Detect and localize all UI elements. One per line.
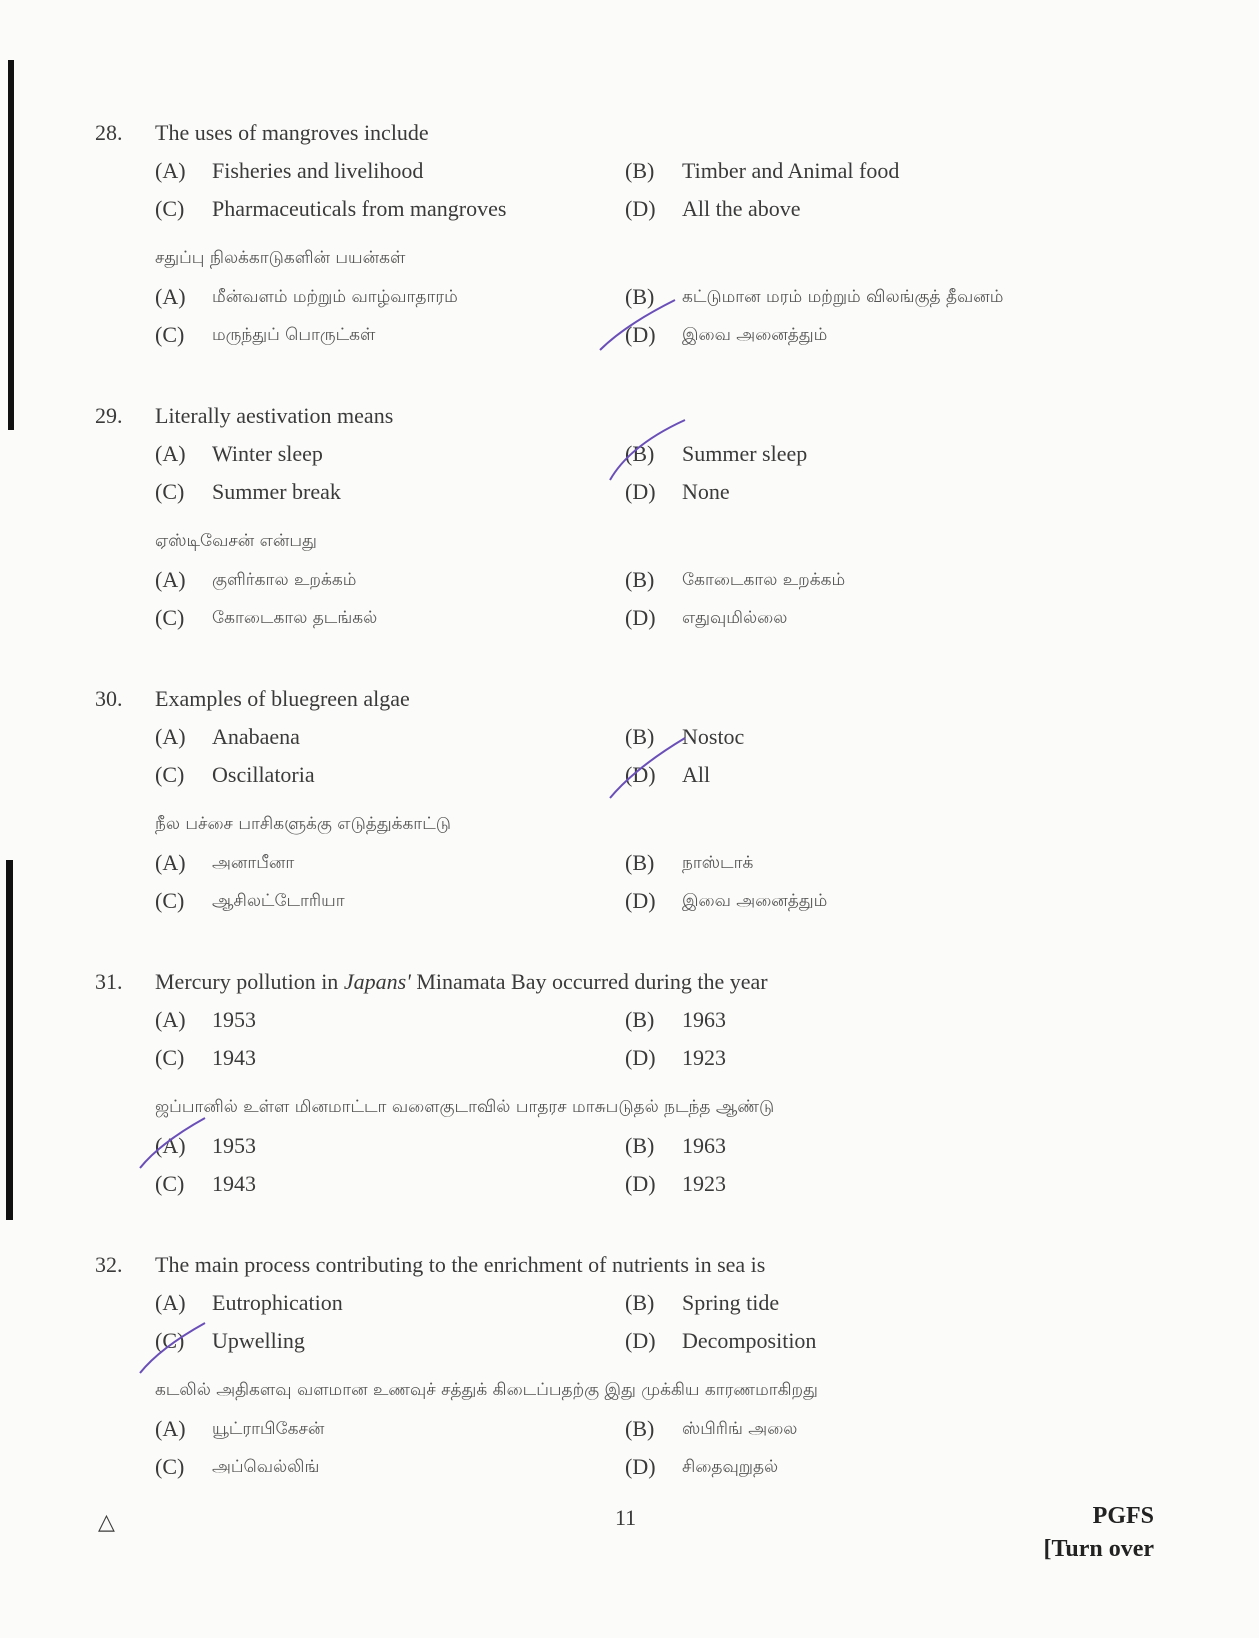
question-text: The uses of mangroves include bbox=[155, 120, 429, 145]
answer-tick-mark bbox=[605, 733, 695, 803]
question-29: 29. Literally aestivation means (A) Winter sleep (B) Summer sleep (C) Summer break (D) None ஏஸ்டிவேசன் என்பது (A) குளிர்கால உறக்கம் (B) கோடைகால உறக்கம் (C) கோடைகால தடங்கல் (D) எதுவுமில்லை bbox=[95, 403, 846, 630]
question-30: 30. Examples of bluegreen algae (A) Anabaena (B) Nostoc (C) Oscillatoria (D) All நீல பச்சை பாசிகளுக்கு எடுத்துக்காட்டு (A) அனாபீனா (B) நாஸ்டாக் (C) ஆசிலட்டோரியா (D) இவை அனைத்தும் bbox=[95, 686, 828, 913]
answer-tick-mark bbox=[135, 1318, 215, 1378]
triangle-icon: △ bbox=[98, 1510, 115, 1535]
answer-tick-mark bbox=[135, 1113, 215, 1173]
question-number: 28. bbox=[95, 120, 123, 145]
question-number: 31. bbox=[95, 969, 123, 994]
question-text-tamil: ஏஸ்டிவேசன் என்பது bbox=[155, 531, 317, 551]
question-number: 32. bbox=[95, 1252, 123, 1277]
page-number: 11 bbox=[615, 1505, 637, 1530]
paper-code: PGFS bbox=[1092, 1503, 1154, 1529]
question-text-tamil: ஜப்பானில் உள்ள மினமாட்டா வளைகுடாவில் பாதரச மாசுபடுதல் நடந்த ஆண்டு bbox=[155, 1097, 775, 1117]
question-text: Literally aestivation means bbox=[155, 403, 394, 428]
turn-over-note: [Turn over bbox=[1043, 1536, 1154, 1562]
question-text: The main process contributing to the enrichment of nutrients in sea is bbox=[155, 1252, 766, 1277]
question-text: Examples of bluegreen algae bbox=[155, 686, 410, 711]
answer-tick-mark bbox=[605, 415, 695, 485]
question-number: 30. bbox=[95, 686, 123, 711]
question-32: 32. The main process contributing to the enrichment of nutrients in sea is (A) Eutrophication (B) Spring tide (C) Upwelling (D) Decomposition கடலில் அதிகளவு வளமான உணவுச் சத்துக் கிடைப்பதற்கு இது முக்கிய காரணமாகிறது (A) யூட்ராபிகேசன் (B) ஸ்பிரிங் அலை (C) அப்வெல்லிங் (D) சிதைவுறுதல் bbox=[95, 1252, 818, 1479]
question-text-tamil: கடலில் அதிகளவு வளமான உணவுச் சத்துக் கிடைப்பதற்கு இது முக்கிய காரணமாகிறது bbox=[155, 1380, 818, 1400]
answer-tick-mark bbox=[595, 295, 685, 355]
question-text: Mercury pollution in Japans' Minamata Bay occurred during the year bbox=[155, 969, 768, 994]
question-number: 29. bbox=[95, 403, 123, 428]
question-text-tamil: சதுப்பு நிலக்காடுகளின் பயன்கள் bbox=[155, 248, 406, 268]
question-text-tamil: நீல பச்சை பாசிகளுக்கு எடுத்துக்காட்டு bbox=[155, 814, 451, 834]
question-28: 28. The uses of mangroves include (A) Fisheries and livelihood (B) Timber and Animal food (C) Pharmaceuticals from mangroves (D) All the above சதுப்பு நிலக்காடுகளின் பயன்கள் (A) மீன்வளம் மற்றும் வாழ்வாதாரம் (B) கட்டுமான மரம் மற்றும் விலங்குத் தீவனம் (C) மருந்துப் பொருட்கள் (D) இவை அனைத்தும் bbox=[95, 120, 1004, 347]
question-31: 31. Mercury pollution in Japans' Minamata Bay occurred during the year (A) 1953 (B) 1963 (C) 1943 (D) 1923 ஜப்பானில் உள்ள மினமாட்டா வளைகுடாவில் பாதரச மாசுபடுதல் நடந்த ஆண்டு (A) 1953 (B) 1963 (C) 1943 (D) 1923 bbox=[95, 969, 775, 1196]
